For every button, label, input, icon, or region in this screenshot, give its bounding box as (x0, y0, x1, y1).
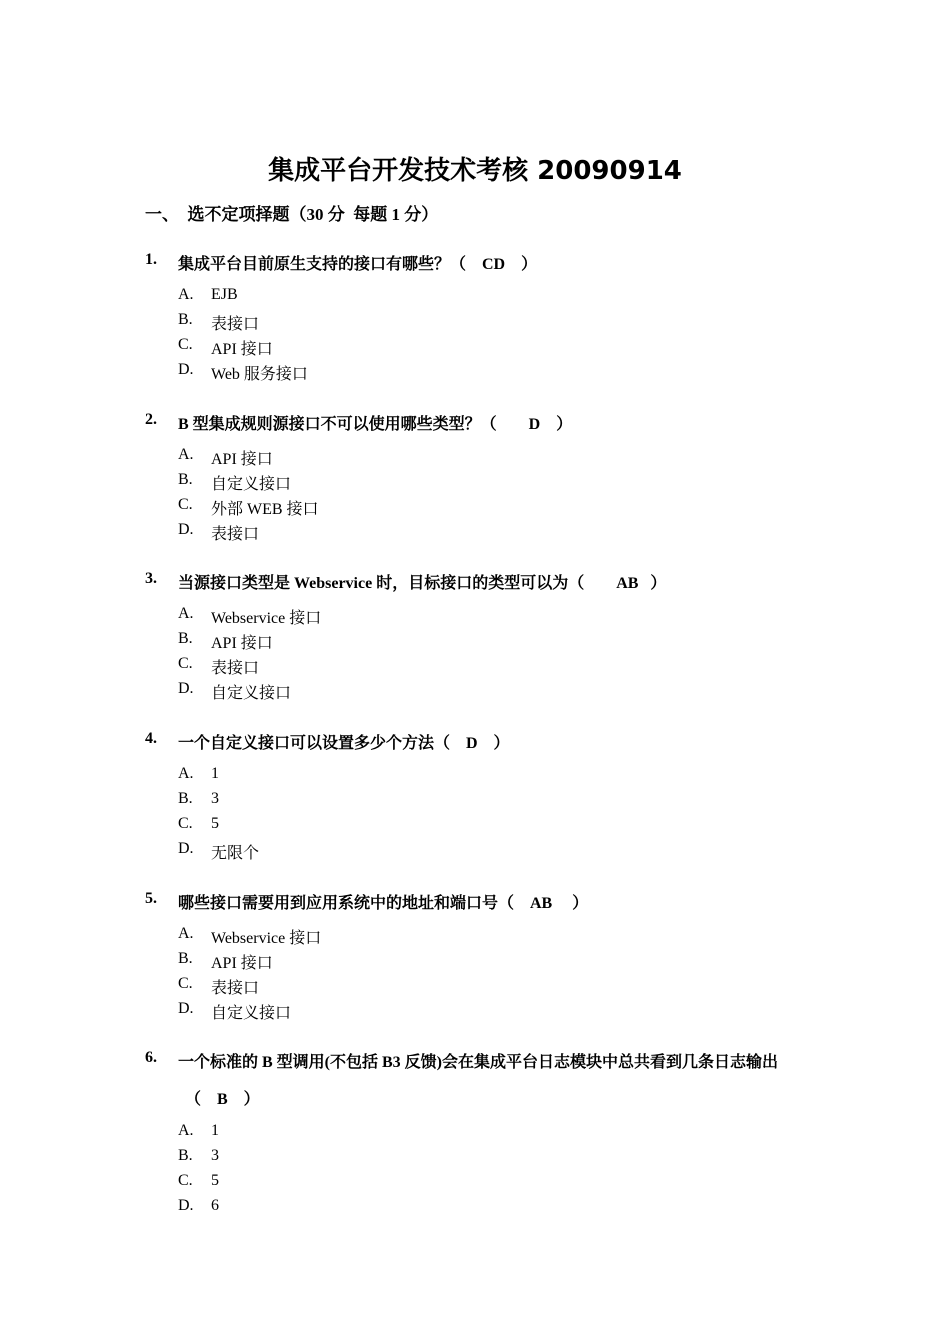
option-text: 表接口 (211, 526, 260, 543)
question-number: 6. (145, 1049, 157, 1066)
question-text: 集成平台目前原生支持的接口有哪些？（ CD ） (178, 256, 538, 273)
option-letter: B. (178, 630, 193, 647)
option-letter: C. (178, 1172, 193, 1189)
option-text: 外部 WEB 接口 (211, 501, 319, 518)
option-letter: D. (178, 521, 194, 538)
option-text: 无限个 (211, 845, 260, 862)
option-text: EJB (211, 286, 238, 303)
option-letter: A. (178, 605, 194, 622)
option-letter: A. (178, 765, 194, 782)
question-text: 一个自定义接口可以设置多少个方法（ D ） (178, 735, 510, 752)
option-text: 1 (211, 765, 219, 782)
option-text: 3 (211, 1147, 219, 1164)
option-letter: D. (178, 840, 194, 857)
question-text: 哪些接口需要用到应用系统中的地址和端口号（ AB ） (178, 895, 589, 912)
option-text: 表接口 (211, 316, 260, 333)
option-text: API 接口 (211, 341, 273, 358)
question-answer-line: （ B ） (185, 1091, 260, 1108)
option-letter: B. (178, 950, 193, 967)
option-text: 1 (211, 1122, 219, 1139)
option-text: API 接口 (211, 635, 273, 652)
option-text: 自定义接口 (211, 476, 292, 493)
option-text: 自定义接口 (211, 685, 292, 702)
option-text: Web 服务接口 (211, 366, 308, 383)
option-text: Webservice 接口 (211, 930, 322, 947)
option-text: Webservice 接口 (211, 610, 322, 627)
question-text: 当源接口类型是 Webservice 时，目标接口的类型可以为（ AB ） (178, 575, 667, 592)
question-number: 4. (145, 730, 157, 747)
option-text: 自定义接口 (211, 1005, 292, 1022)
option-letter: D. (178, 1000, 194, 1017)
section-heading: 一、 选不定项择题（30 分 每题 1 分） (145, 205, 439, 224)
option-text: 5 (211, 815, 219, 832)
option-text: 5 (211, 1172, 219, 1189)
option-letter: B. (178, 311, 193, 328)
option-text: 表接口 (211, 660, 260, 677)
option-text: 6 (211, 1197, 219, 1214)
option-letter: A. (178, 1122, 194, 1139)
option-letter: C. (178, 496, 193, 513)
question-number: 3. (145, 570, 157, 587)
option-letter: A. (178, 446, 194, 463)
option-text: API 接口 (211, 451, 273, 468)
option-letter: A. (178, 286, 194, 303)
option-letter: D. (178, 361, 194, 378)
question-number: 1. (145, 251, 157, 268)
option-letter: D. (178, 680, 194, 697)
question-text: 一个标准的 B 型调用(不包括 B3 反馈)会在集成平台日志模块中总共看到几条日志输出 (178, 1054, 779, 1071)
question-number: 5. (145, 890, 157, 907)
option-letter: B. (178, 1147, 193, 1164)
option-letter: D. (178, 1197, 194, 1214)
option-letter: C. (178, 336, 193, 353)
option-letter: C. (178, 975, 193, 992)
document-title: 集成平台开发技术考核 20090914 (268, 156, 682, 186)
option-letter: C. (178, 655, 193, 672)
option-letter: B. (178, 790, 193, 807)
option-text: 表接口 (211, 980, 260, 997)
question-text: B 型集成规则源接口不可以使用哪些类型？（ D ） (178, 416, 573, 433)
option-text: API 接口 (211, 955, 273, 972)
option-letter: A. (178, 925, 194, 942)
option-letter: C. (178, 815, 193, 832)
option-letter: B. (178, 471, 193, 488)
option-text: 3 (211, 790, 219, 807)
question-number: 2. (145, 411, 157, 428)
